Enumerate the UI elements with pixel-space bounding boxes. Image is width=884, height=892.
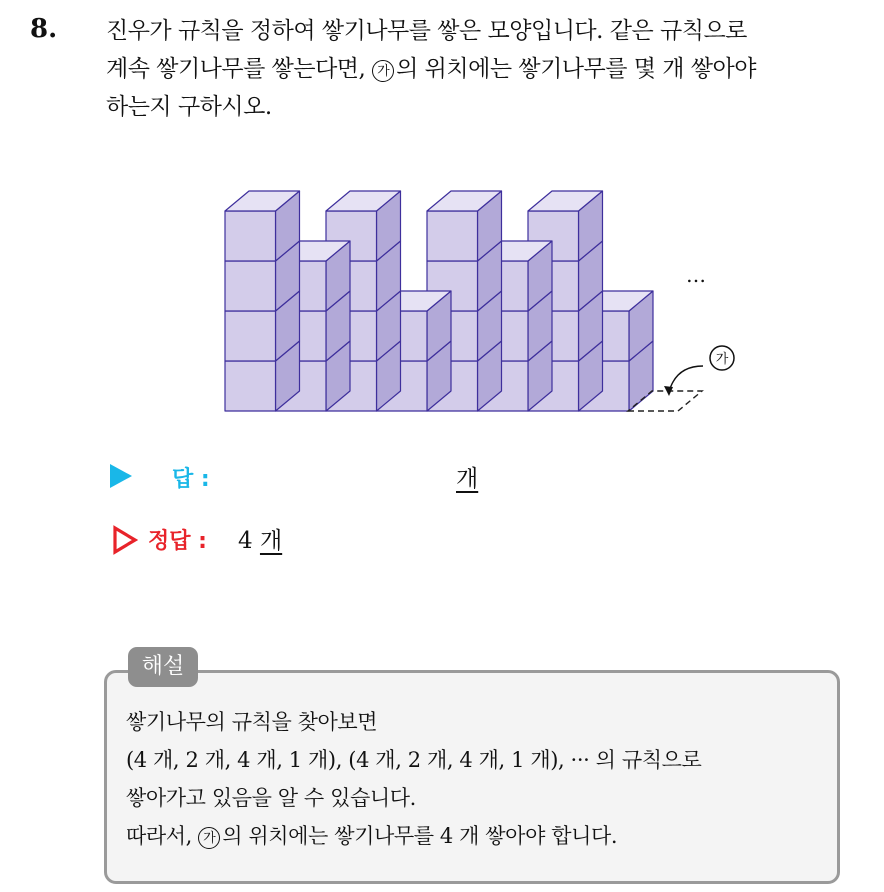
explanation-line-3: 쌓아가고 있음을 알 수 있습니다.: [126, 786, 416, 810]
correct-answer-row: [108, 520, 608, 560]
cube-front-face: [225, 261, 276, 311]
question-line-2-prefix: 계속 쌓기나무를 쌓는다면,: [106, 56, 366, 82]
cube-front-face: [225, 361, 276, 411]
cube-stacks: [225, 191, 653, 411]
question-line-3: 하는지 구하시오.: [106, 94, 272, 120]
question-line-1: 진우가 규칙을 정하여 쌓기나무를 쌓은 모양입니다. 같은 규칙으로: [106, 18, 747, 44]
cube-front-face: [427, 211, 478, 261]
explanation-text: [126, 703, 701, 855]
correct-label: 정답 :: [148, 529, 207, 554]
explanation-line-4-prefix: 따라서,: [126, 824, 192, 848]
question-number: 8.: [30, 14, 58, 44]
explanation-line-1: 쌓기나무의 규칙을 찾아보면: [126, 710, 378, 734]
answer-unit: 개: [456, 466, 479, 492]
circled-marker-ga: 가: [372, 60, 394, 82]
correct-triangle-icon: [112, 525, 138, 555]
answer-label: 답 :: [172, 467, 210, 492]
circled-marker-ga: 가: [198, 827, 220, 849]
correct-value: [238, 522, 282, 555]
cube-front-face: [225, 311, 276, 361]
position-marker-label: 가: [715, 352, 729, 367]
correct-number: 4: [238, 528, 253, 554]
answer-triangle-icon: [110, 464, 132, 488]
cube-front-face: [225, 211, 276, 261]
question-line-2-suffix: 의 위치에는 쌓기나무를 몇 개 쌓아야: [396, 56, 756, 82]
position-marker-ga: [710, 346, 734, 370]
correct-unit: 개: [259, 528, 283, 554]
curved-arrow: [669, 366, 703, 392]
answer-row: [108, 458, 608, 498]
explanation-tag: 해설: [128, 647, 198, 687]
explanation-line-4: [126, 817, 701, 855]
explanation-line-2: (4 개, 2 개, 4 개, 1 개), (4 개, 2 개, 4 개, 1 개), ··· 의 규칙으로: [126, 748, 702, 772]
explanation-line-4-suffix: 의 위치에는 쌓기나무를 4 개 쌓아야 합니다.: [222, 824, 618, 848]
continuation-dots: …: [686, 263, 706, 287]
